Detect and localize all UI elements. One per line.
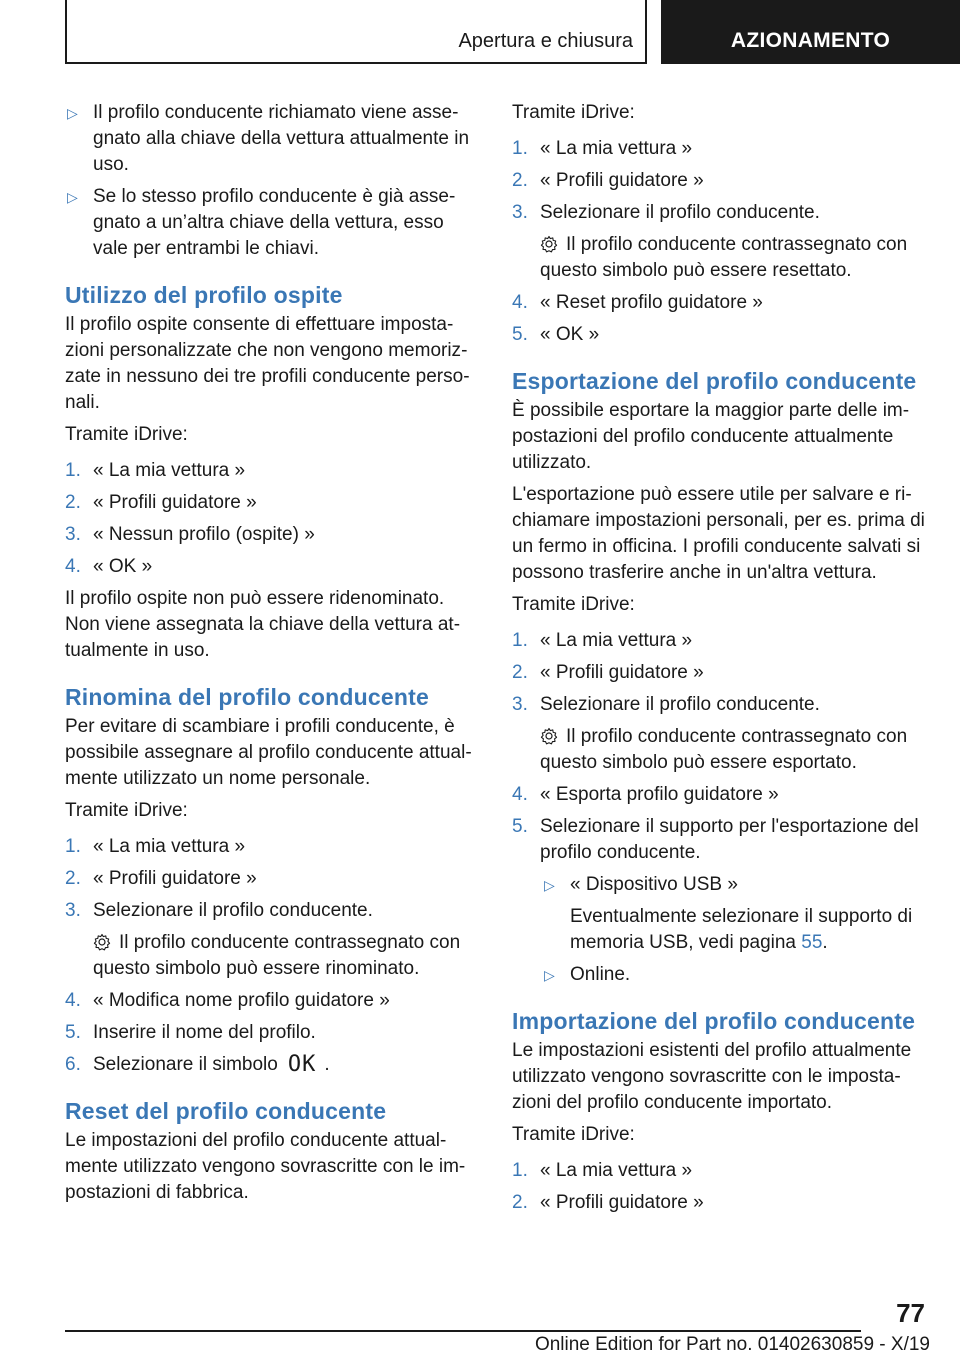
list-item: ▷ « Dispositivo USB » (542, 872, 926, 898)
paragraph: Il profilo ospite consente di effettuare impostazioni personalizzate che non vengono memorizzate in nessuno dei tre profili conducente personali. (65, 314, 470, 413)
list-item: Eventualmente selezionare il supporto di memoria USB, vedi pagina 55. (570, 906, 913, 953)
gear-icon (540, 727, 558, 745)
list-item: 5. Selezionare il supporto per l'esportazione del profilo conducente. (512, 816, 919, 863)
paragraph: Tramite iDrive: (512, 102, 635, 123)
heading-rename-profile: Rinomina del profilo conducente (65, 684, 429, 710)
paragraph: Il profilo ospite non può essere ridenominato. Non viene assegnata la chiave della vettura attualmente in uso. (65, 588, 461, 661)
section-tab (65, 0, 647, 64)
note: Il profilo conducente contrassegnato con questo simbolo può essere esportato. (540, 726, 908, 773)
footer-divider (65, 1330, 861, 1332)
sub-list (512, 872, 926, 988)
list-item: 1. « La mia vettura » (65, 836, 246, 857)
bullet-triangle-icon: ▷ (544, 877, 555, 893)
paragraph: Tramite iDrive: (65, 800, 188, 821)
list-item: ▷ Il profilo conducente richiamato viene assegnato alla chiave della vettura attualmente in uso. (67, 102, 470, 175)
ok-symbol-icon: OK (287, 1052, 317, 1077)
list-item: 4. « OK » (65, 556, 153, 577)
list-item: 3. Selezionare il profilo conducente. (65, 900, 373, 921)
paragraph: Tramite iDrive: (512, 1124, 635, 1145)
list-item: 1. « La mia vettura » (512, 630, 693, 651)
list-item: 1. « La mia vettura » (512, 1160, 693, 1181)
list-item: ▷ Se lo stesso profilo conducente è già assegnato a un’altra chiave della vettura, esso vale per entrambi le chiavi. (67, 186, 456, 259)
list-item: 4. « Reset profilo guidatore » (512, 292, 763, 313)
list-item: 2. « Profili guidatore » (65, 492, 257, 513)
list-item: 1. « La mia vettura » (512, 138, 693, 159)
list-item: 5. « OK » (512, 324, 600, 345)
section-title: Apertura e chiusura (458, 30, 633, 52)
bullet-triangle-icon: ▷ (67, 189, 78, 205)
list-item: 5. Inserire il nome del profilo. (65, 1022, 316, 1043)
list-item: 4. « Esporta profilo guidatore » (512, 784, 779, 805)
gear-icon (93, 933, 111, 951)
chapter-tab (661, 0, 960, 64)
paragraph: Tramite iDrive: (65, 424, 188, 445)
paragraph: Per evitare di scambiare i profili conducente, è possibile assegnare al profilo conducente attualmente utilizzato un nome personale. (65, 716, 472, 789)
page-link[interactable]: 55 (801, 932, 823, 953)
paragraph: Le impostazioni del profilo conducente attualmente utilizzato vengono sovrascritte con le impostazioni di fabbrica. (65, 1130, 466, 1203)
bullet-triangle-icon: ▷ (544, 967, 555, 983)
heading-import-profile: Importazione del profilo conducente (512, 1008, 916, 1034)
list-item: 2. « Profili guidatore » (512, 662, 704, 683)
list-item: 6. Selezionare il simbolo OK . (65, 1052, 330, 1077)
right-column (512, 100, 926, 1222)
page-header (65, 0, 960, 64)
note: Il profilo conducente contrassegnato con questo simbolo può essere rinominato. (93, 932, 461, 979)
paragraph: È possibile esportare la maggior parte delle impostazioni del profilo conducente attualmente utilizzato. (512, 400, 910, 473)
paragraph: Tramite iDrive: (512, 594, 635, 615)
paragraph: Le impostazioni esistenti del profilo attualmente utilizzato vengono sovrascritte con le impostazioni del profilo conducente importato. (512, 1040, 912, 1113)
note: Il profilo conducente contrassegnato con questo simbolo può essere resettato. (540, 234, 908, 281)
list-item: ▷ Online. (542, 962, 926, 988)
page-number: 77 (896, 1298, 925, 1328)
left-column (65, 100, 480, 1212)
list-item: 2. « Profili guidatore » (512, 170, 704, 191)
list-item: 3. Selezionare il profilo conducente. (512, 202, 820, 223)
heading-export-profile: Esportazione del profilo conducente (512, 368, 917, 394)
list-item: 2. « Profili guidatore » (512, 1192, 704, 1213)
list-item: 3. Selezionare il profilo conducente. (512, 694, 820, 715)
list-item: 1. « La mia vettura » (65, 460, 246, 481)
list-item: 4. « Modifica nome profilo guidatore » (65, 990, 390, 1011)
list-item: 2. « Profili guidatore » (65, 868, 257, 889)
paragraph: L'esportazione può essere utile per salvare e richiamare impostazioni personali, per es. prima di un fermo in officina. I profili conducente salvati si possono trasferire anche in un'altra vettura. (512, 484, 925, 583)
footer-edition: Online Edition for Part no. 01402630859 - X/19 (534, 1334, 930, 1355)
gear-icon (540, 235, 558, 253)
bullet-triangle-icon: ▷ (67, 105, 78, 121)
list-item: 3. « Nessun profilo (ospite) » (65, 524, 315, 545)
chapter-title: AZIONAMENTO (730, 29, 891, 52)
heading-guest-profile: Utilizzo del profilo ospite (65, 282, 343, 308)
heading-reset-profile: Reset del profilo conducente (65, 1098, 387, 1124)
